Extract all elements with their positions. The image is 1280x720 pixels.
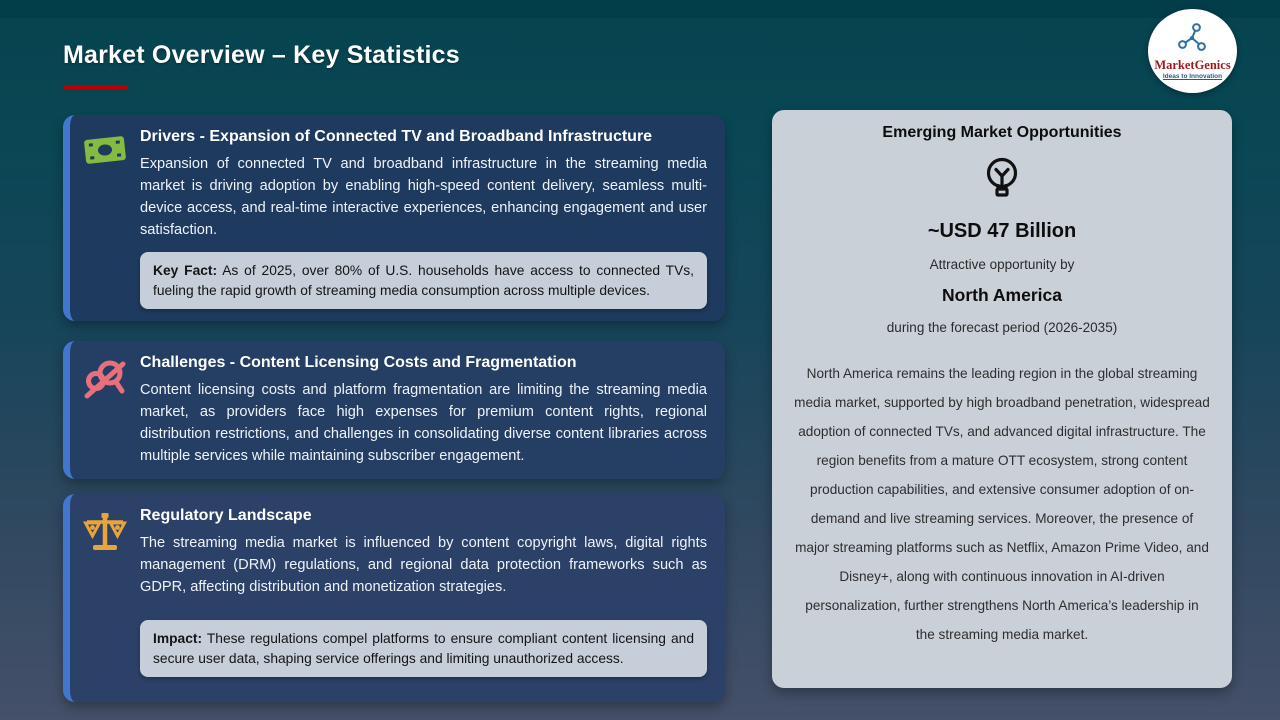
regulatory-card-content (140, 507, 707, 690)
scales-icon (70, 507, 140, 690)
opportunity-heading: Emerging Market Opportunities (882, 124, 1122, 141)
page-title: Market Overview – Key Statistics (63, 41, 460, 69)
banknote-icon (70, 128, 140, 309)
opportunity-period: during the forecast period (2026-2035) (886, 320, 1118, 335)
drivers-card-body: Expansion of connected TV and broadband infrastructure in the streaming media market is driving adoption by enabling high-speed content delivery, seamless multi-device access, and real-time interactive experiences, enhancing engagement and user satisfaction. (140, 156, 707, 238)
tangled-knot-icon (70, 354, 140, 467)
key-fact-box (140, 252, 707, 309)
drivers-card-content (140, 128, 707, 309)
challenges-card (63, 341, 725, 479)
opportunity-value: ~USD 47 Billion (927, 220, 1077, 242)
key-fact-text: As of 2025, over 80% of U.S. households have access to connected TVs, fueling the rapid growth of streaming media consumption across multiple devices. (153, 263, 694, 298)
challenges-card-body: Content licensing costs and platform fragmentation are limiting the streaming media market, as providers face high expenses for premium content rights, regional distribution restrictions, and challenges in consolidating diverse content libraries across multiple services while maintaining subscriber engagement. (140, 382, 707, 464)
impact-box (140, 620, 707, 677)
opportunity-panel (772, 110, 1232, 688)
challenges-card-title: Challenges - Content Licensing Costs and Fragmentation (140, 354, 577, 371)
logo-badge (1148, 9, 1237, 93)
drivers-card-title: Drivers - Expansion of Connected TV and Broadband Infrastructure (140, 128, 653, 145)
impact-label: Impact: (153, 631, 203, 646)
logo-name: MarketGenics (1154, 58, 1231, 72)
challenges-card-content (140, 354, 707, 467)
key-fact-label: Key Fact: (153, 263, 218, 278)
regulatory-card (63, 494, 725, 702)
opportunity-region: North America (942, 285, 1062, 305)
cards-column (63, 115, 725, 702)
drivers-card (63, 115, 725, 321)
impact-text: These regulations compel platforms to ensure compliant content licensing and secure user data, shaping service offerings and limiting unauthorized access. (153, 631, 694, 666)
top-strip (0, 0, 1280, 18)
regulatory-card-body: The streaming media market is influenced by content copyright laws, digital rights management (DRM) regulations, and regional data protection frameworks such as GDPR, affecting distribution and monetization strategies. (140, 535, 707, 595)
regulatory-card-title: Regulatory Landscape (140, 507, 312, 524)
logo-tagline: Ideas to Innovation (1162, 73, 1223, 80)
network-molecule-icon (1175, 22, 1211, 59)
title-underline (64, 85, 127, 89)
opportunity-subtitle: Attractive opportunity by (929, 257, 1075, 272)
lightbulb-icon (794, 154, 1210, 212)
opportunity-description: North America remains the leading region in the global streaming media market, supported by high broadband penetration, widespread adoption of connected TVs, and advanced digital infrastructure. The region benefits from a mature OTT ecosystem, strong content production capabilities, and extensive consumer adoption of on-demand and live streaming services. Moreover, the presence of major streaming platforms such as Netflix, Amazon Prime Video, and Disney+, along with continuous innovation in AI-driven personalization, further strengthens North America’s leadership in the streaming media market. (794, 366, 1210, 642)
